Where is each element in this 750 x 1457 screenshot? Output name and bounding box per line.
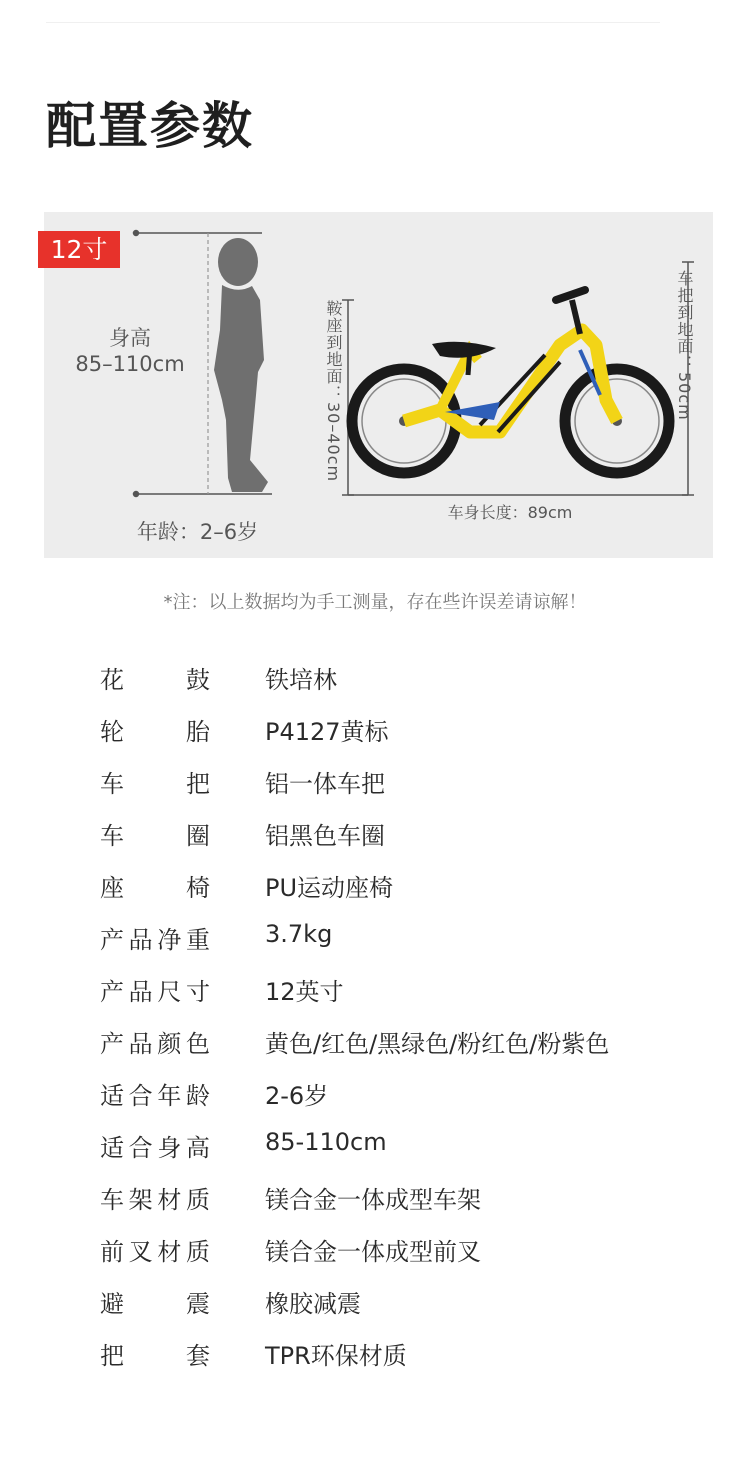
spec-row — [100, 712, 700, 764]
spec-key: 把套 — [100, 1342, 210, 1370]
spec-row — [100, 660, 700, 712]
spec-row — [100, 868, 700, 920]
spec-key: 避震 — [100, 1290, 210, 1318]
spec-key: 座椅 — [100, 874, 210, 902]
measurement-note: *注：以上数据均为手工测量，存在些许误差请谅解！ — [163, 592, 587, 613]
spec-value: 12英寸 — [265, 978, 344, 1006]
spec-key: 产品尺寸 — [100, 978, 210, 1006]
spec-row — [100, 1180, 700, 1232]
spec-value: P4127黄标 — [265, 718, 389, 746]
spec-value: 橡胶减震 — [265, 1290, 361, 1318]
spec-key: 适合年龄 — [100, 1082, 210, 1110]
spec-row — [100, 1232, 700, 1284]
spec-value: 2-6岁 — [265, 1082, 329, 1110]
spec-row — [100, 1128, 700, 1180]
spec-value: 镁合金一体成型前叉 — [265, 1238, 481, 1266]
spec-row — [100, 920, 700, 972]
spec-value: 85-110cm — [265, 1128, 387, 1156]
spec-value: 铁培林 — [265, 666, 337, 694]
spec-row — [100, 1284, 700, 1336]
spec-value: 3.7kg — [265, 920, 333, 948]
age-label: 年龄：2–6岁 — [136, 520, 259, 544]
spec-row — [100, 1076, 700, 1128]
spec-row — [100, 1024, 700, 1076]
child-silhouette — [214, 238, 268, 492]
height-label-title: 身高 — [109, 326, 151, 350]
spec-key: 前叉材质 — [100, 1238, 210, 1266]
handlebar-height-label: 车把到地面：50cm — [675, 270, 694, 421]
spec-value: 铝一体车把 — [265, 770, 385, 798]
page-title: 配置参数 — [46, 97, 254, 155]
spec-value: TPR环保材质 — [265, 1342, 407, 1370]
spec-row — [100, 1336, 700, 1388]
spec-key: 轮胎 — [100, 718, 210, 746]
balance-bike-illustration — [352, 290, 669, 473]
spec-value: PU运动座椅 — [265, 874, 394, 902]
spec-key: 车圈 — [100, 822, 210, 850]
height-label-range: 85–110cm — [75, 352, 185, 376]
spec-key: 适合身高 — [100, 1134, 210, 1162]
spec-key: 车架材质 — [100, 1186, 210, 1214]
seat-height-label: 鞍座到地面：30–40cm — [324, 300, 343, 483]
spec-key: 产品颜色 — [100, 1030, 210, 1058]
spec-value: 黄色/红色/黑绿色/粉红色/粉紫色 — [265, 1030, 610, 1058]
spec-row — [100, 816, 700, 868]
spec-value: 铝黑色车圈 — [265, 822, 385, 850]
spec-key: 花鼓 — [100, 666, 210, 694]
height-label — [60, 325, 200, 377]
length-label: 车身长度：89cm — [447, 503, 573, 522]
spec-row — [100, 764, 700, 816]
spec-row — [100, 972, 700, 1024]
spec-key: 车把 — [100, 770, 210, 798]
spec-key: 产品净重 — [100, 926, 210, 954]
size-diagram — [0, 0, 750, 600]
spec-value: 镁合金一体成型车架 — [265, 1186, 481, 1214]
size-badge: 12寸 — [38, 231, 120, 268]
